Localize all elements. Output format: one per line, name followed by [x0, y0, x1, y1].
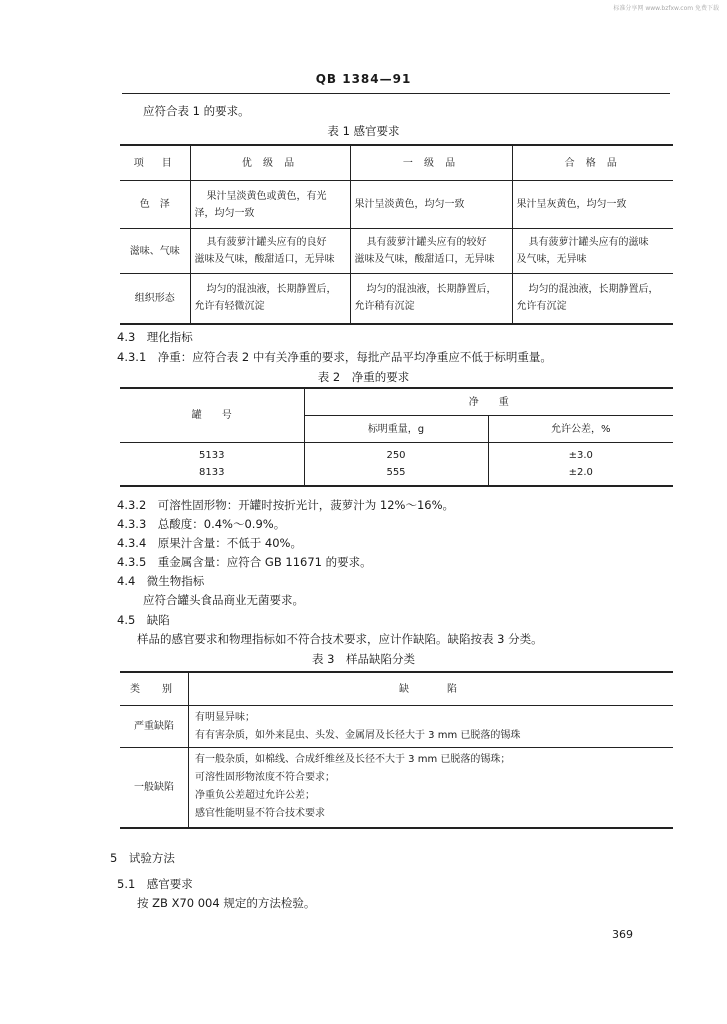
cell-line: 果汁呈淡黄色，均匀一致	[354, 199, 465, 210]
table1-col-item: 项 目	[120, 145, 190, 181]
section-5: 5 试验方法	[110, 851, 175, 865]
defect-list	[189, 706, 674, 748]
standard-code-header: QB 1384—91	[315, 72, 412, 86]
table3-header-row	[120, 672, 673, 706]
table2-col-marked: 标明重量，g	[304, 416, 488, 443]
section-5-1-body: 按 ZB X70 004 规定的方法检验。	[137, 896, 316, 910]
page-number: 369	[612, 928, 633, 941]
list-item: 感官性能明显不符合技术要求	[195, 808, 325, 820]
intro-line: 应符合表 1 的要求。	[143, 104, 250, 118]
cell-line: 滋味及气味，酸甜适口，无异味	[354, 254, 495, 265]
table-row	[120, 443, 673, 487]
cell-premium	[190, 274, 350, 324]
table-row	[120, 274, 673, 324]
cell-line: 泽，均匀一致	[194, 207, 255, 219]
table2-net-weight	[120, 387, 673, 487]
cell-line: 允许有轻微沉淀	[194, 301, 265, 313]
watermark-text: 标准分享网 www.bzfxw.com 免费下载	[613, 5, 719, 12]
cell-line: 均匀的混浊液，长期静置后，	[206, 284, 337, 296]
can-cell	[120, 443, 304, 487]
cell-line: 滋味及气味，酸甜适口，无异味	[194, 254, 335, 265]
list-item: 有一般杂质，如棉线、合成纤维丝及长径不大于 3 mm 已脱落的锡珠；	[195, 754, 511, 766]
weight-cell	[304, 443, 488, 487]
section-4-5: 4.5 缺陷	[117, 613, 170, 627]
section-4-4: 4.4 微生物指标	[117, 574, 205, 588]
cell-first	[350, 229, 512, 274]
cell-line: 均匀的混浊液，长期静置后，	[366, 284, 497, 296]
table3-defects	[120, 671, 673, 829]
cell-first	[350, 181, 512, 229]
section-4-3-3: 4.3.3 总酸度：0.4%～0.9%。	[117, 517, 286, 531]
list-item: 有有害杂质，如外来昆虫、头发、金属屑及长径大于 3 mm 已脱落的锡珠	[195, 729, 521, 741]
table2-header-row1	[120, 388, 673, 416]
cell-line: 果汁呈灰黄色，均匀一致	[516, 199, 627, 210]
can-number: 8133	[199, 467, 225, 478]
tolerance-value: ±2.0	[568, 467, 593, 478]
table3-col-defect: 缺 陷	[189, 672, 674, 706]
can-number: 5133	[199, 450, 225, 461]
table3-col-category: 类 别	[120, 672, 189, 706]
table-row	[120, 229, 673, 274]
row-item: 组织形态	[120, 274, 190, 324]
cell-qualified	[512, 229, 673, 274]
section-4-3-1: 4.3.1 净重：应符合表 2 中有关净重的要求，每批产品平均净重应不低于标明重量。	[117, 350, 552, 364]
table1-sensory	[120, 144, 673, 325]
table2-caption: 表 2 净重的要求	[317, 370, 410, 384]
section-5-1: 5.1 感官要求	[117, 877, 193, 891]
table3-caption: 表 3 样品缺陷分类	[312, 652, 415, 666]
section-4-3-2: 4.3.2 可溶性固形物：开罐时按折光计，菠萝汁为 12%～16%。	[117, 498, 455, 512]
cell-premium	[190, 229, 350, 274]
cell-first	[350, 274, 512, 324]
weight-value: 555	[386, 467, 406, 478]
cell-premium	[190, 181, 350, 229]
table1-col-qualified: 合 格 品	[512, 145, 673, 181]
table1-col-premium: 优 级 品	[190, 145, 350, 181]
row-item: 滋味、气味	[120, 229, 190, 274]
table2-col-net: 净 重	[304, 388, 673, 416]
category-label: 严重缺陷	[120, 706, 189, 748]
list-item: 有明显异味；	[195, 711, 255, 723]
section-4-5-body: 样品的感官要求和物理指标如不符合技术要求，应计作缺陷。缺陷按表 3 分类。	[137, 632, 543, 646]
table1-header-row	[120, 145, 673, 181]
section-4-4-body: 应符合罐头食品商业无菌要求。	[143, 593, 304, 607]
header-rule	[122, 93, 670, 94]
cell-line: 具有菠萝汁罐头应有的良好	[206, 237, 327, 248]
cell-line: 果汁呈淡黄色或黄色，有光	[206, 190, 327, 202]
cell-line: 允许有沉淀	[516, 301, 567, 313]
list-item: 可溶性固形物浓度不符合要求；	[195, 772, 335, 784]
cell-line: 允许稍有沉淀	[354, 301, 415, 313]
table-row	[120, 181, 673, 229]
table1-col-first: 一 级 品	[350, 145, 512, 181]
table-row	[120, 706, 673, 748]
cell-line: 均匀的混浊液，长期静置后，	[528, 284, 659, 296]
tolerance-value: ±3.0	[568, 450, 593, 461]
row-item: 色 泽	[120, 181, 190, 229]
section-4-3-5: 4.3.5 重金属含量：应符合 GB 11671 的要求。	[117, 555, 372, 569]
tolerance-cell	[488, 443, 673, 487]
category-label: 一般缺陷	[120, 748, 189, 828]
cell-qualified	[512, 181, 673, 229]
section-4-3: 4.3 理化指标	[117, 330, 193, 344]
cell-line: 具有菠萝汁罐头应有的较好	[366, 237, 487, 248]
cell-qualified	[512, 274, 673, 324]
table2-col-tolerance: 允许公差，%	[488, 416, 673, 443]
table-row	[120, 748, 673, 828]
list-item: 净重负公差超过允许公差；	[195, 790, 315, 802]
section-4-3-4: 4.3.4 原果汁含量：不低于 40%。	[117, 536, 302, 550]
cell-line: 具有菠萝汁罐头应有的滋味	[528, 237, 649, 248]
defect-list	[189, 748, 674, 828]
table1-caption: 表 1 感官要求	[327, 124, 400, 138]
weight-value: 250	[386, 450, 406, 461]
table2-col-can: 罐 号	[120, 388, 304, 443]
cell-line: 及气味，无异味	[516, 254, 587, 265]
